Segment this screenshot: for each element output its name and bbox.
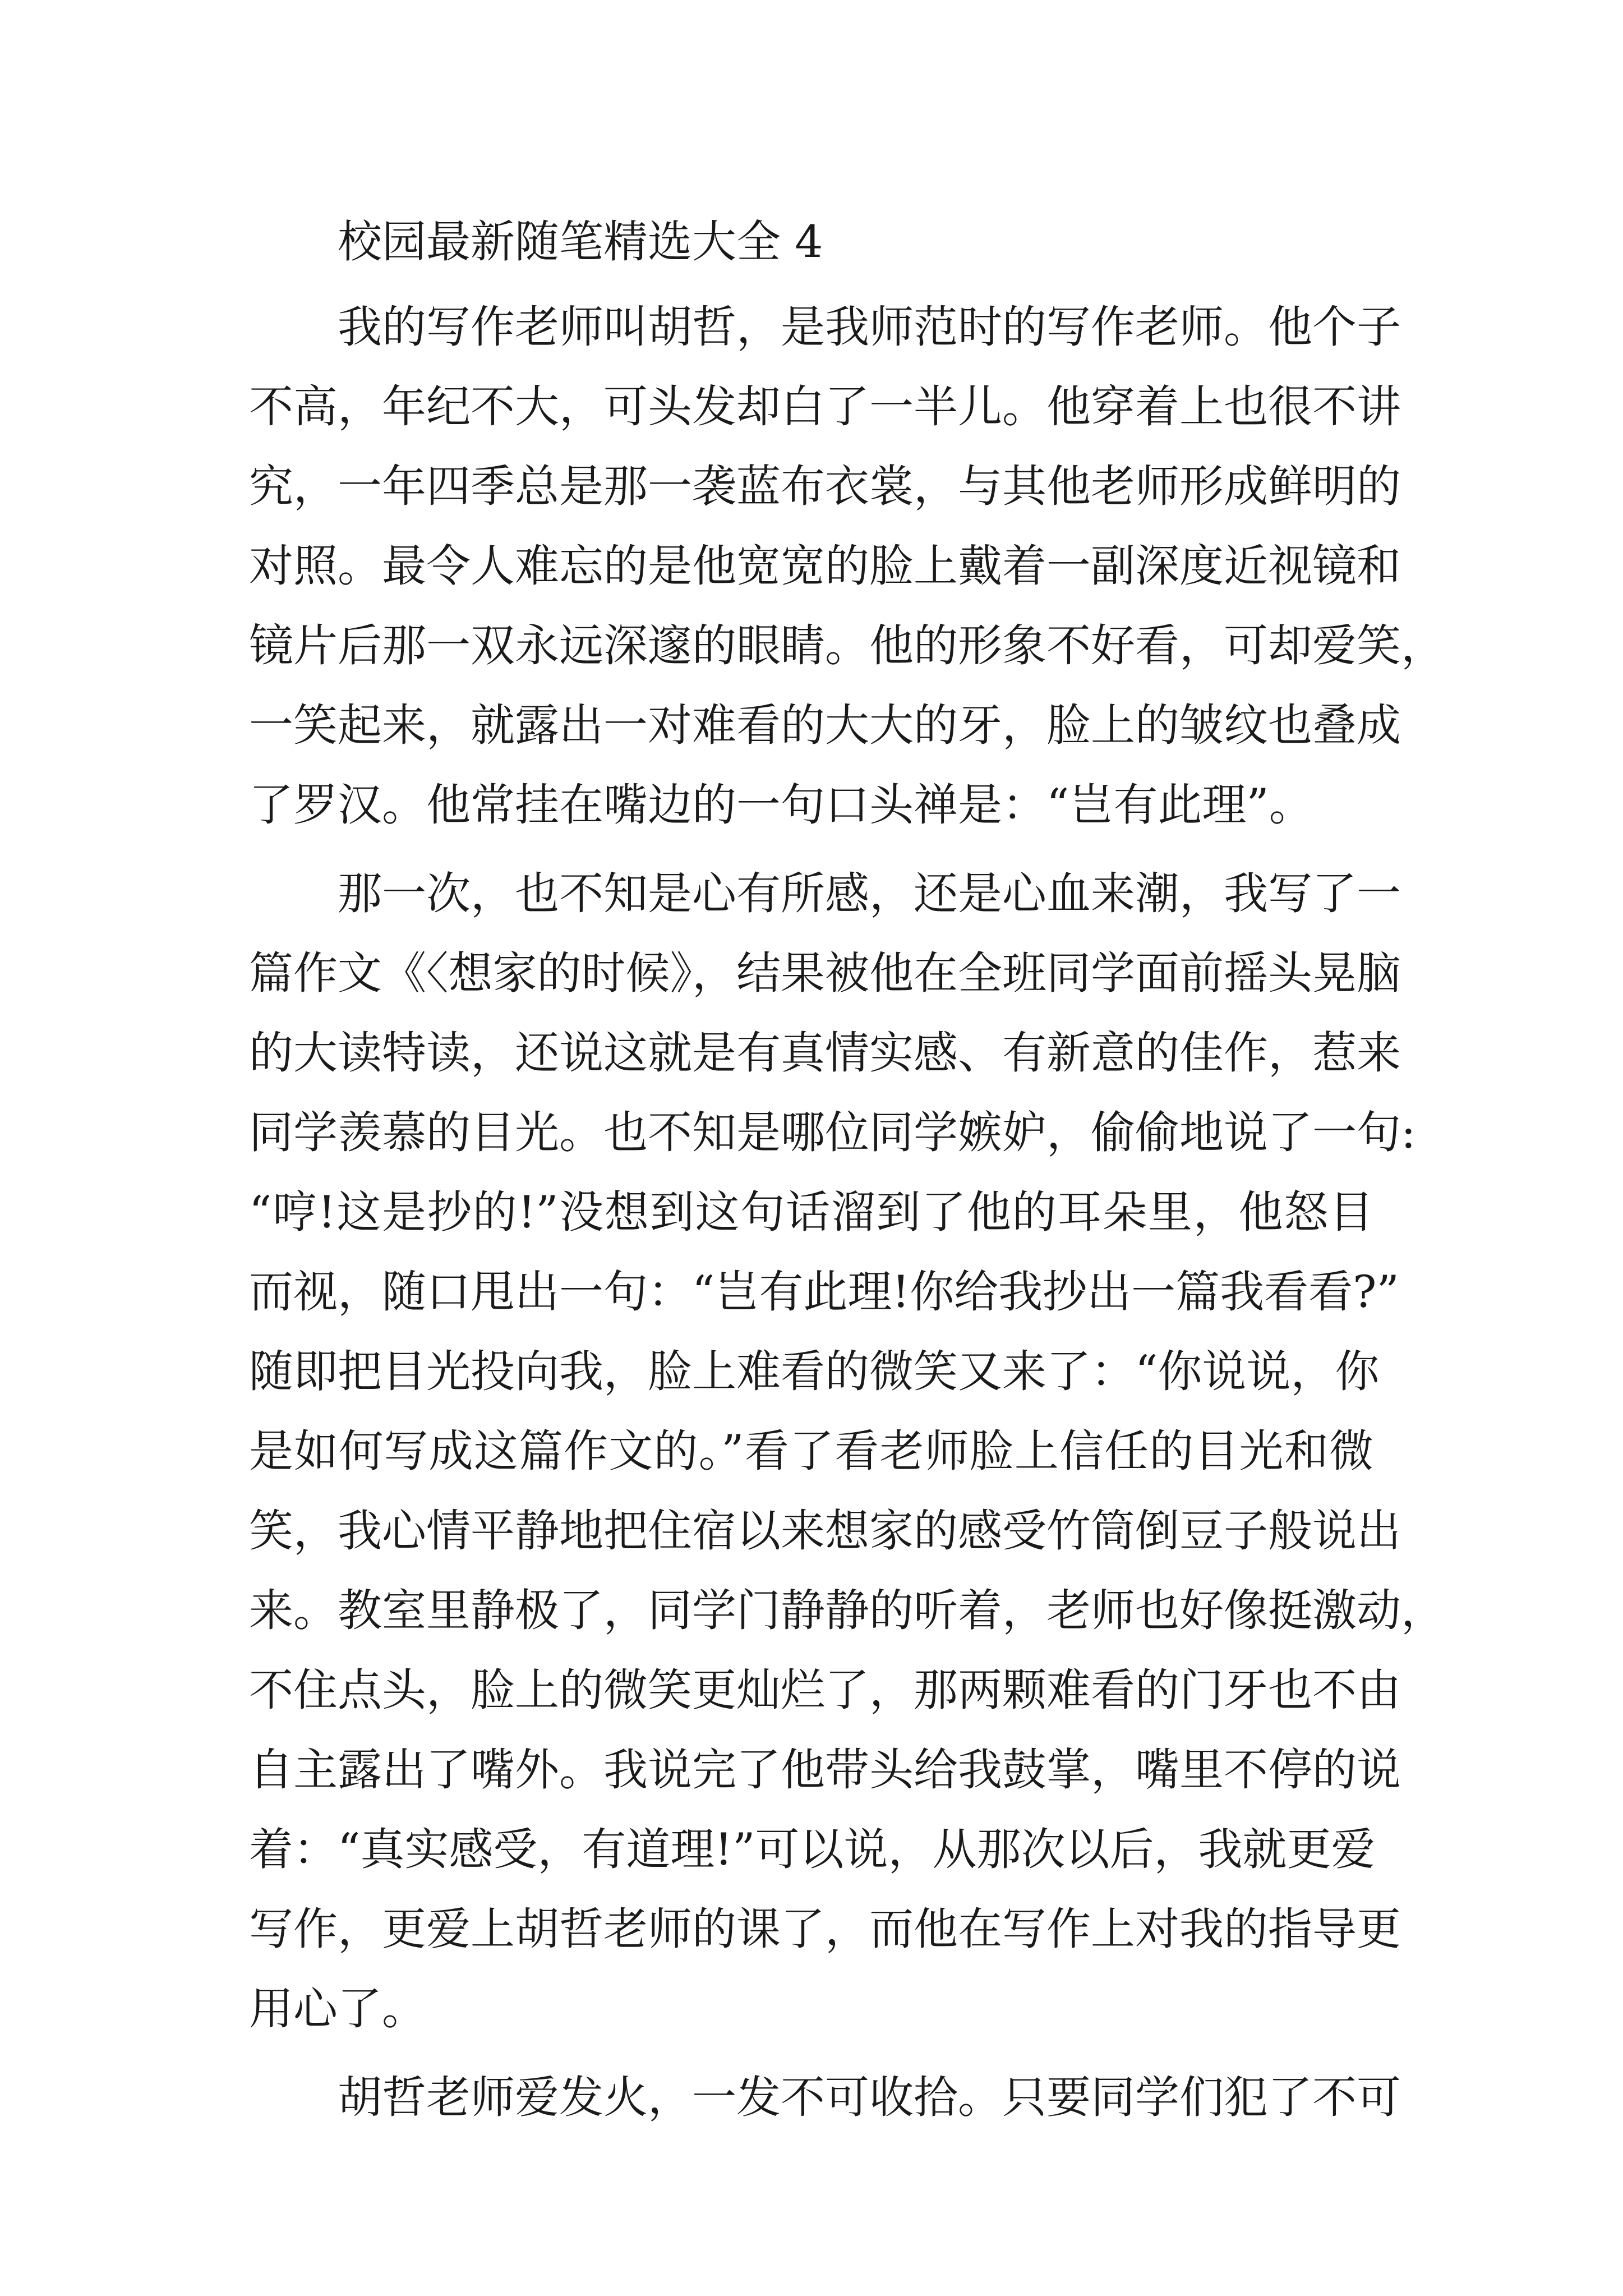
paragraph-line: 篇作文《〈想家的时候》，结果被他在全班同学面前摇头晃脑 [249,947,1401,999]
paragraph-line: 着：“真实感受，有道理!”可以说，从那次以后，我就更爱 [249,1824,1376,1875]
paragraph-line: 那一次，也不知是心有所感，还是心血来潮，我写了一 [338,868,1401,919]
paragraph-line: 镜片后那一双永远深邃的眼睛。他的形象不好看，可却爱笑， [249,620,1445,671]
paragraph-line: 笑，我心情平静地把住宿以来想家的感受竹筒倒豆子般说出 [249,1505,1401,1557]
paragraph-line: 究，一年四季总是那一袭蓝布衣裳，与其他老师形成鲜明的 [249,461,1401,512]
paragraph-line: 而视，随口甩出一句：“岂有此理!你给我抄出一篇我看看?” [249,1266,1399,1318]
spacer [249,282,1373,287]
paragraph-3 [249,2058,1401,2137]
paragraph-line: 不高，年纪不大，可头发却白了一半儿。他穿着上也很不讲 [249,381,1401,432]
document-title: 校园最新随笔精选大全 4 [338,216,823,268]
paragraph-line: 自主露出了嘴外。我说完了他带头给我鼓掌，嘴里不停的说 [249,1744,1401,1796]
paragraph-line: 对照。最令人难忘的是他宽宽的脸上戴着一副深度近视镜和 [249,540,1401,592]
paragraph-line: 同学羡慕的目光。也不知是哪位同学嫉妒，偷偷地说了一句: [249,1107,1416,1158]
spacer [249,2049,1373,2058]
paragraph-line: 写作，更爱上胡哲老师的课了，而他在写作上对我的指导更 [249,1903,1401,1955]
paragraph-line: 了罗汉。他常挂在嘴边的一句口头禅是：“岂有此理”。 [249,779,1313,831]
paragraph-line: “哼!这是抄的!”没想到这句话溜到了他的耳朵里，他怒目 [249,1186,1373,1238]
document-body [249,202,1445,2137]
paragraph-line: 的大读特读，还说这就是有真情实感、有新意的佳作，惹来 [249,1027,1401,1079]
paragraph-1 [249,287,1445,845]
paragraph-line: 我的写作老师叫胡哲，是我师范时的写作老师。他个子 [338,301,1401,353]
paragraph-2 [249,854,1445,2049]
paragraph-line: 不住点头，脸上的微笑更灿烂了，那两颗难看的门牙也不由 [249,1664,1401,1716]
paragraph-line: 是如何写成这篇作文的。”看了看老师脸上信任的目光和微 [249,1425,1373,1477]
paragraph-line: 胡哲老师爱发火，一发不可收拾。只要同学们犯了不可 [338,2072,1401,2123]
spacer [249,845,1373,854]
paragraph-line: 用心了。 [249,1983,426,2035]
paragraph-line: 来。教室里静极了，同学门静静的听着，老师也好像挺激动， [249,1585,1445,1636]
paragraph-line: 一笑起来，就露出一对难看的大大的牙，脸上的皱纹也叠成 [249,700,1401,751]
paragraph-line: 随即把目光投向我，脸上难看的微笑又来了：“你说说，你 [249,1346,1380,1397]
